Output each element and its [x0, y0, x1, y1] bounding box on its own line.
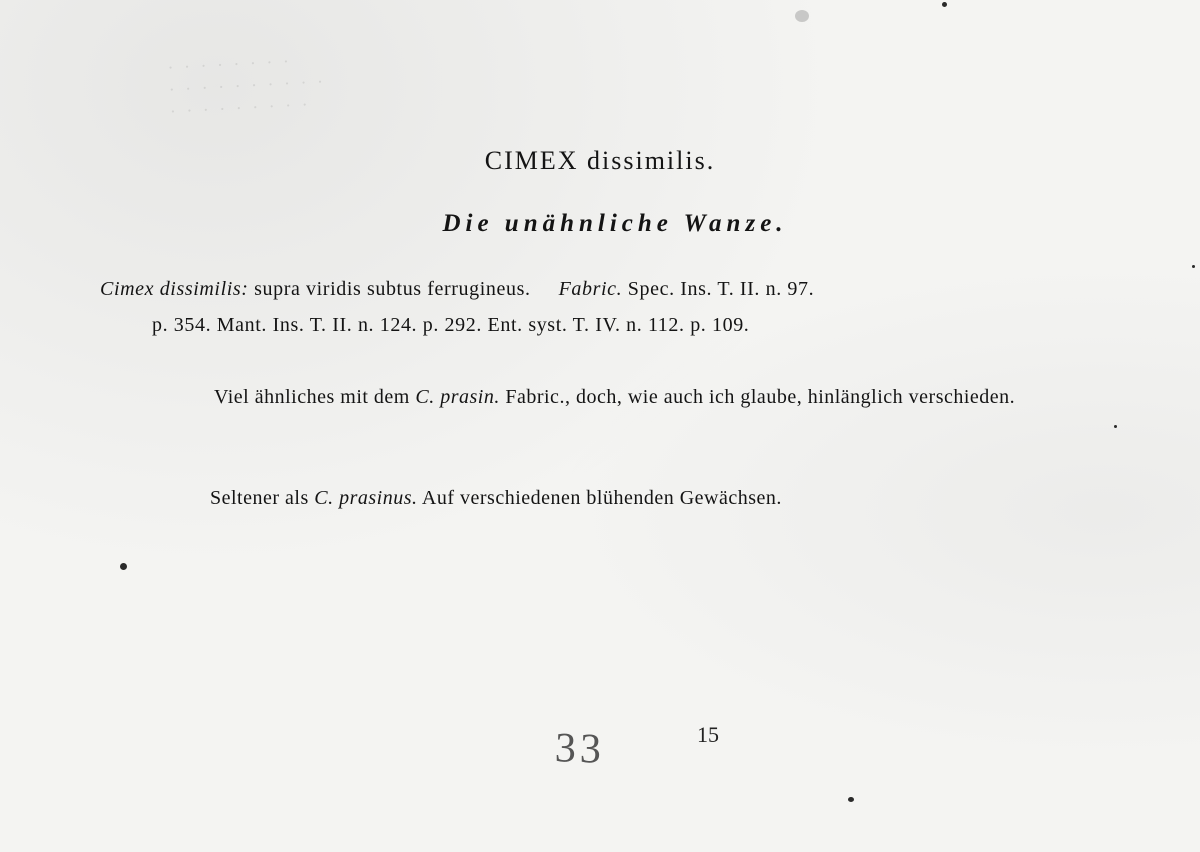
handwritten-number: 33 [554, 725, 606, 773]
paragraph-1 [100, 378, 1135, 416]
page-title: CIMEX dissimilis. [484, 146, 716, 175]
ink-spot [1192, 265, 1195, 268]
paragraph-1-text-b: Fabric., doch, wie auch ich glaube, hinlänglich verschieden. [499, 386, 1016, 408]
page-number: 15 [697, 722, 719, 747]
ink-spot [942, 2, 947, 7]
ink-spot [120, 563, 127, 570]
reference-line-1 [100, 271, 1140, 307]
species-name: Cimex dissimilis: [100, 278, 249, 300]
paragraph-1-text-a: Viel ähnliches mit dem [214, 386, 416, 408]
reference-line-2: p. 354. Mant. Ins. T. II. n. 124. p. 292. Ent. syst. T. IV. n. 112. p. 109. [152, 314, 750, 336]
ink-spot [848, 797, 854, 802]
paragraph-2-text-a: Seltener als [210, 487, 315, 509]
species-description: supra viridis subtus ferrugineus. [248, 278, 531, 300]
paragraph-2-text-b: Auf verschiedenen blühenden Gewächsen. [417, 487, 782, 509]
paragraph-1-species: C. prasin. [415, 386, 500, 408]
paragraph-2-species: C. prasinus. [314, 487, 418, 509]
ink-spot [795, 10, 809, 22]
reference-block [100, 271, 1140, 343]
bleed-through-text: · · · · · · · · · · · · · · · · · · · · · · · · · · · [167, 51, 327, 122]
ink-spot [1114, 425, 1117, 428]
page-subtitle: Die unähnliche Wanze. [442, 210, 788, 237]
paragraph-2 [210, 479, 1110, 517]
author-name: Fabric. [558, 278, 623, 300]
citation-1: Spec. Ins. T. II. n. 97. [622, 278, 815, 300]
